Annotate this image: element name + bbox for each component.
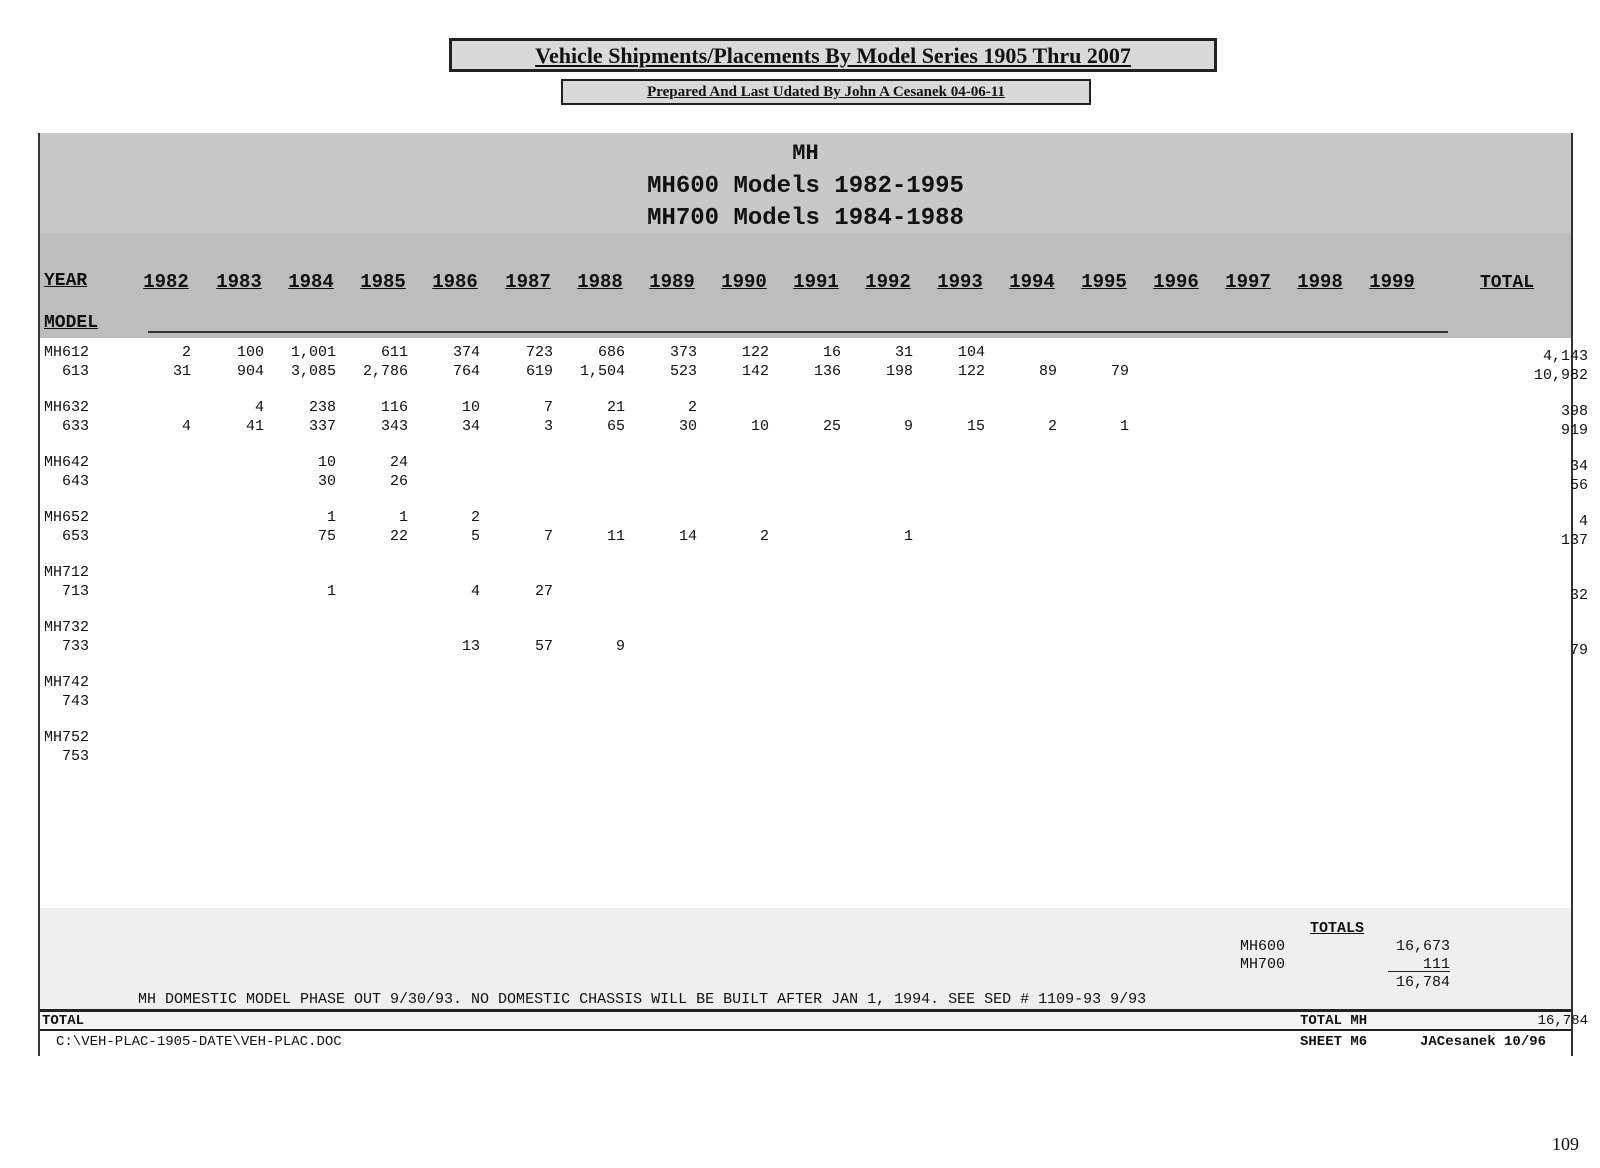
mh600-total-label: MH600 (1240, 938, 1286, 955)
table-cell: 142 (741, 363, 769, 380)
table-cell: 25 (822, 418, 841, 435)
table-cell: 374 (452, 344, 480, 361)
model-label: MH752 (44, 729, 90, 746)
table-cell: 2 (1047, 418, 1057, 435)
table-cell: 89 (1038, 363, 1057, 380)
table-cell: 1,504 (579, 363, 625, 380)
mh600-year-range: 1982-1995 (834, 173, 964, 200)
table-cell: 904 (236, 363, 264, 380)
table-cell: 122 (957, 363, 985, 380)
sum-rule (1388, 971, 1450, 972)
row-total: 919 (1560, 422, 1588, 439)
table-cell: 619 (525, 363, 553, 380)
model-label: 753 (62, 748, 90, 765)
table-cell: 337 (308, 418, 336, 435)
year-header: 1996 (1153, 271, 1199, 293)
row-total: 10,982 (1533, 367, 1588, 384)
table-cell: 198 (885, 363, 913, 380)
table-cell: 7 (543, 528, 553, 545)
total-bar (40, 1009, 1588, 1031)
table-cell: 30 (317, 473, 336, 490)
table-cell: 7 (543, 399, 553, 416)
table-cell: 1,001 (290, 344, 336, 361)
table-cell: 24 (389, 454, 408, 471)
year-header: 1983 (216, 271, 262, 293)
table-cell: 686 (597, 344, 625, 361)
table-cell: 21 (606, 399, 625, 416)
table-cell: 13 (461, 638, 480, 655)
year-header: 1987 (505, 271, 551, 293)
year-header: 1999 (1369, 271, 1415, 293)
table-cell: 1 (903, 528, 913, 545)
table-cell: 9 (903, 418, 913, 435)
model-label: 613 (62, 363, 90, 380)
table-cell: 2 (181, 344, 191, 361)
table-cell: 104 (957, 344, 985, 361)
model-label: 653 (62, 528, 90, 545)
table-cell: 1 (1119, 418, 1129, 435)
model-label: MH712 (44, 564, 90, 581)
sheet-id: SHEET M6 (1300, 1034, 1368, 1050)
table-cell: 30 (678, 418, 697, 435)
year-header: 1994 (1009, 271, 1055, 293)
model-label: MH742 (44, 674, 90, 691)
model-column-label: MODEL (44, 313, 99, 333)
table-cell: 1 (326, 509, 336, 526)
table-cell: 15 (966, 418, 985, 435)
model-label: 713 (62, 583, 90, 600)
table-cell: 26 (389, 473, 408, 490)
table-cell: 373 (669, 344, 697, 361)
model-label: MH642 (44, 454, 90, 471)
table-cell: 4 (470, 583, 480, 600)
total-mh-value: 16,784 (1537, 1013, 1588, 1029)
table-cell: 10 (317, 454, 336, 471)
table-cell: 4 (181, 418, 191, 435)
year-header: 1982 (143, 271, 189, 293)
document-subtitle (561, 79, 1091, 105)
model-label: 743 (62, 693, 90, 710)
model-label: 633 (62, 418, 90, 435)
table-cell: 2,786 (362, 363, 408, 380)
model-label: 733 (62, 638, 90, 655)
mh700-model-label: MH700 Models (647, 205, 820, 232)
table-cell: 523 (669, 363, 697, 380)
table-cell: 100 (236, 344, 264, 361)
mh700-total-value: 111 (1422, 956, 1450, 973)
row-total: 34 (1569, 458, 1588, 475)
table-cell: 1 (398, 509, 408, 526)
year-header: 1985 (360, 271, 406, 293)
table-cell: 75 (317, 528, 336, 545)
sheet-mh600-title (40, 173, 1571, 200)
model-label: MH632 (44, 399, 90, 416)
document-subtitle-text: Prepared And Last Udated By John A Cesanek 04-06-11 (647, 84, 1005, 100)
table-cell: 764 (452, 363, 480, 380)
row-total: 79 (1569, 642, 1588, 659)
table-cell: 343 (380, 418, 408, 435)
model-label: MH652 (44, 509, 90, 526)
table-cell: 1 (326, 583, 336, 600)
mh700-year-range: 1984-1988 (834, 205, 964, 232)
grand-total-value: 16,784 (1395, 974, 1450, 991)
table-cell: 5 (470, 528, 480, 545)
year-header: 1989 (649, 271, 695, 293)
total-mh-label: TOTAL MH (1300, 1013, 1368, 1029)
table-cell: 22 (389, 528, 408, 545)
row-total: 56 (1569, 477, 1588, 494)
shipment-sheet (38, 133, 1588, 1056)
table-cell: 10 (750, 418, 769, 435)
table-cell: 65 (606, 418, 625, 435)
table-cell: 10 (461, 399, 480, 416)
totals-heading: TOTALS (1310, 920, 1365, 937)
row-total: 4,143 (1542, 348, 1588, 365)
table-cell: 2 (470, 509, 480, 526)
phase-out-note: MH DOMESTIC MODEL PHASE OUT 9/30/93. NO DOMESTIC CHASSIS WILL BE BUILT AFTER JAN 1, 1994. SEE SED # 1109-93 9/93 (138, 991, 1147, 1008)
table-cell: 9 (615, 638, 625, 655)
table-cell: 238 (308, 399, 336, 416)
year-header: 1991 (793, 271, 839, 293)
year-header: 1992 (865, 271, 911, 293)
table-cell: 11 (606, 528, 625, 545)
table-cell: 41 (245, 418, 264, 435)
header-rule (148, 331, 1448, 333)
table-cell: 136 (813, 363, 841, 380)
author-stamp: JACesanek 10/96 (1420, 1034, 1547, 1050)
table-cell: 3,085 (290, 363, 336, 380)
year-header: 1984 (288, 271, 334, 293)
year-header: 1986 (432, 271, 478, 293)
table-cell: 79 (1110, 363, 1129, 380)
table-cell: 34 (461, 418, 480, 435)
table-cell: 27 (534, 583, 553, 600)
sheet-series-title: MH (792, 141, 819, 166)
mh600-model-label: MH600 Models (647, 173, 820, 200)
row-total: 32 (1569, 587, 1588, 604)
table-cell: 16 (822, 344, 841, 361)
file-path: C:\VEH-PLAC-1905-DATE\VEH-PLAC.DOC (56, 1034, 342, 1050)
document-title (449, 38, 1217, 72)
table-cell: 14 (678, 528, 697, 545)
table-cell: 3 (543, 418, 553, 435)
table-cell: 57 (534, 638, 553, 655)
row-total: 137 (1560, 532, 1588, 549)
model-label: MH732 (44, 619, 90, 636)
page-number: 109 (1552, 1134, 1579, 1154)
year-column-label: YEAR (44, 271, 88, 291)
table-cell: 2 (687, 399, 697, 416)
model-label: MH612 (44, 344, 90, 361)
year-header: 1998 (1297, 271, 1343, 293)
mh600-total-value: 16,673 (1395, 938, 1450, 955)
total-bar-label: TOTAL (42, 1013, 85, 1029)
table-cell: 31 (894, 344, 913, 361)
table-cell: 2 (759, 528, 769, 545)
table-cell: 611 (380, 344, 408, 361)
total-column-label: TOTAL (1480, 273, 1535, 293)
table-cell: 116 (380, 399, 408, 416)
document-title-text: Vehicle Shipments/Placements By Model Series 1905 Thru 2007 (535, 43, 1131, 68)
sheet-mh700-title (40, 205, 1571, 232)
mh700-total-label: MH700 (1240, 956, 1286, 973)
year-header: 1990 (721, 271, 767, 293)
table-cell: 122 (741, 344, 769, 361)
year-header: 1988 (577, 271, 623, 293)
table-cell: 31 (172, 363, 191, 380)
model-label: 643 (62, 473, 90, 490)
row-total: 4 (1578, 513, 1588, 530)
table-cell: 723 (525, 344, 553, 361)
year-header: 1993 (937, 271, 983, 293)
row-total: 398 (1560, 403, 1588, 420)
year-header: 1995 (1081, 271, 1127, 293)
year-header: 1997 (1225, 271, 1271, 293)
table-cell: 4 (254, 399, 264, 416)
